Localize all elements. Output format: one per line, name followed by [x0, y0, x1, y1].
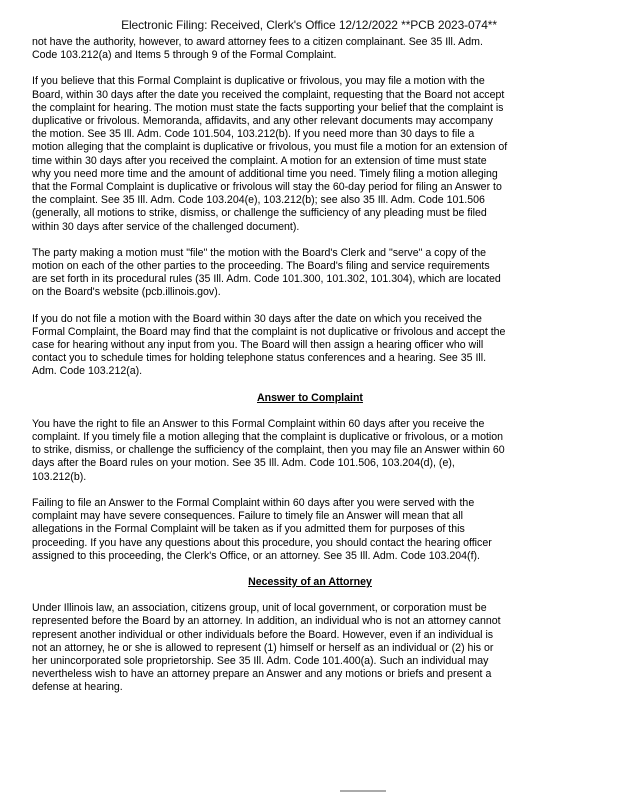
electronic-filing-stamp: Electronic Filing: Received, Clerk's Office 12/12/2022 **PCB 2023-074**	[121, 18, 497, 32]
paragraph-duplicative-frivolous-motion: If you believe that this Formal Complaint is duplicative or frivolous, you may file a motion with the Board, within 30 days after the date you received the complaint, requesting that the Board not accept the complaint for hearing. The motion must state the facts supporting your belief that the complaint is duplicative or frivolous. Memoranda, affidavits, and any other relevant documents may accompany the motion. See 35 Ill. Adm. Code 101.504, 103.212(b). If you need more than 30 days to file a motion alleging that the complaint is duplicative or frivolous, you must file a motion for an extension of time within 30 days after you received the complaint. A motion for an extension of time must state why you need more time and the amount of additional time you need. Timely filing a motion alleging that the Formal Complaint is duplicative or frivolous will stay the 60-day period for filing an Answer to the complaint. See 35 Ill. Adm. Code 103.204(e), 103.212(b); see also 35 Ill. Adm. Code 101.506 (generally, all motions to strike, dismiss, or challenge the sufficiency of any pleading must be filed within 30 days after service of the challenged document).	[32, 75, 508, 233]
paragraph-no-motion-filed: If you do not file a motion with the Board within 30 days after the date on which you received the Formal Complaint, the Board may find that the complaint is not duplicative or frivolous and accept the case for hearing without any input from you. The Board will then assign a hearing officer who will contact you to schedule times for holding telephone status conferences and a hearing. See 35 Ill. Adm. Code 103.212(a).	[32, 312, 506, 378]
paragraph-failure-to-answer: Failing to file an Answer to the Formal Complaint within 60 days after you were served with the complaint may have severe consequences. Failure to timely file an Answer will mean that all allegations in the Formal Complaint will be taken as if you admitted them for purposes of this proceeding. If you have any questions about this procedure, you should contact the hearing officer assigned to this proceeding, the Clerk's Office, or an attorney. See 35 Ill. Adm. Code 103.204(f).	[32, 496, 492, 562]
heading-necessity-of-attorney: Necessity of an Attorney	[248, 575, 372, 588]
paragraph-attorney-requirement: Under Illinois law, an association, citizens group, unit of local government, or corporation must be represented before the Board by an attorney. In addition, an individual who is not an attorney cannot represent another individual or other individuals before the Board. However, even if an individual is not an attorney, he or she is allowed to represent (1) himself or herself as an individual or (2) his or her unincorporated sole proprietorship. See 35 Ill. Adm. Code 101.400(a). Such an individual may nevertheless wish to have an attorney prepare an Answer and any motions or briefs and present a defense at hearing.	[32, 602, 501, 694]
page-footer-mark	[340, 790, 386, 792]
paragraph-right-to-answer: You have the right to file an Answer to this Formal Complaint within 60 days after you receive the complaint. If you timely file a motion alleging that the complaint is duplicative or frivolous, or a motion to strike, dismiss, or challenge the sufficiency of the complaint, then you may file an Answer within 60 days after the Board rules on your motion. See 35 Ill. Adm. Code 101.506, 103.204(d), (e), 103.212(b).	[32, 417, 505, 483]
heading-answer-to-complaint: Answer to Complaint	[257, 391, 363, 404]
paragraph-attorney-fees: not have the authority, however, to award attorney fees to a citizen complainant. See 35 Ill. Adm. Code 103.212(a) and Items 5 through 9 of the Formal Complaint.	[32, 36, 483, 62]
paragraph-file-and-serve: The party making a motion must "file" the motion with the Board's Clerk and "serve" a copy of the motion on each of the other parties to the proceeding. The Board's filing and service requirements are set forth in its procedural rules (35 Ill. Adm. Code 101.300, 101.302, 101.304), which are located on the Board's website (pcb.illinois.gov).	[32, 246, 501, 299]
document-page	[32, 36, 588, 708]
